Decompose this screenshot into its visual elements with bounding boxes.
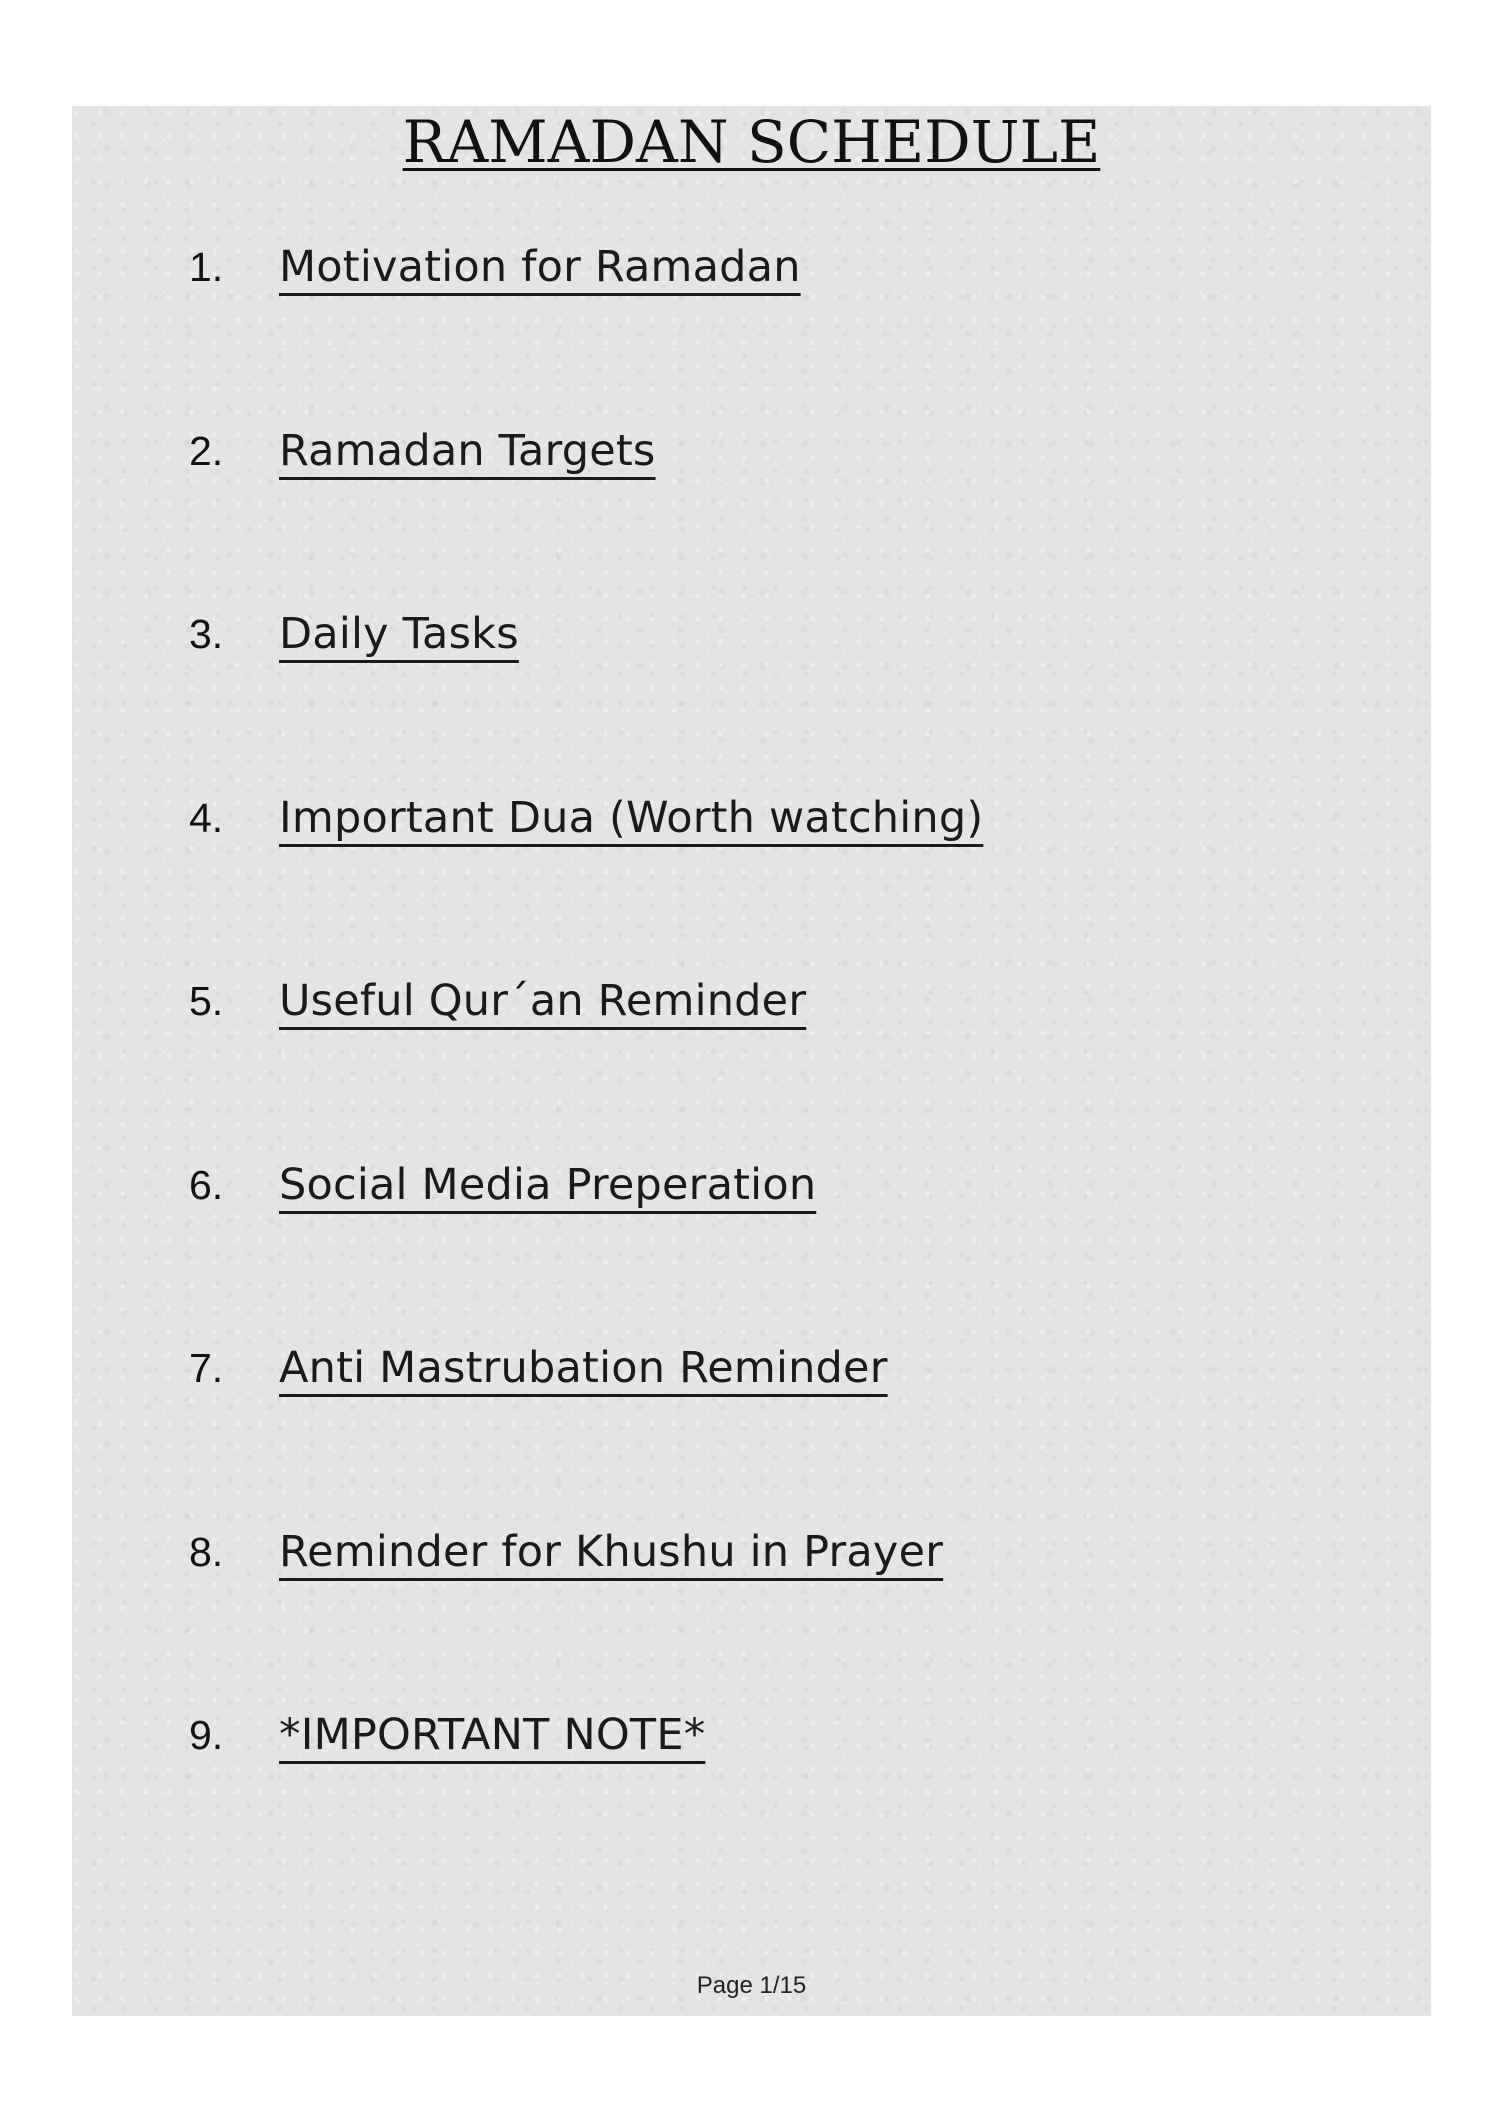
toc-item-number: 5. [189,978,224,1024]
toc-link-useful-quran-reminder[interactable]: Useful Qur´an Reminder [279,976,807,1026]
toc-link-anti-mastrubation-reminder[interactable]: Anti Mastrubation Reminder [279,1343,888,1393]
toc-link-daily-tasks[interactable]: Daily Tasks [279,609,519,659]
toc-link-social-media-preperation[interactable]: Social Media Preperation [279,1159,817,1210]
table-of-contents [72,242,1431,1894]
toc-item [72,976,1431,1160]
toc-item-number: 6. [189,1161,224,1208]
toc-item-number: 1. [189,244,224,290]
toc-link-khushu-in-prayer[interactable]: Reminder for Khushu in Prayer [279,1526,944,1577]
toc-link-important-note[interactable]: *IMPORTANT NOTE* [279,1710,706,1760]
toc-link-motivation-for-ramadan[interactable]: Motivation for Ramadan [279,242,801,292]
toc-item-number: 9. [189,1712,224,1758]
toc-item [72,1343,1431,1527]
toc-link-important-dua[interactable]: Important Dua (Worth watching) [279,792,984,843]
document-title [72,106,1431,178]
toc-item-number: 4. [189,794,224,841]
toc-item-number: 3. [189,611,224,657]
toc-item [72,609,1431,793]
toc-item [72,793,1431,977]
toc-item [72,242,1431,426]
toc-link-ramadan-targets[interactable]: Ramadan Targets [279,425,656,476]
document-page [72,106,1431,2016]
page-number: Page 1/15 [696,1972,807,1999]
toc-item [72,1710,1431,1894]
toc-item-number: 8. [189,1528,224,1575]
toc-item [72,1527,1431,1711]
toc-item [72,1160,1431,1344]
toc-item-number: 7. [189,1345,224,1391]
toc-item [72,426,1431,610]
toc-item-number: 2. [189,427,224,474]
document-title-text: RAMADAN SCHEDULE [402,108,1101,176]
